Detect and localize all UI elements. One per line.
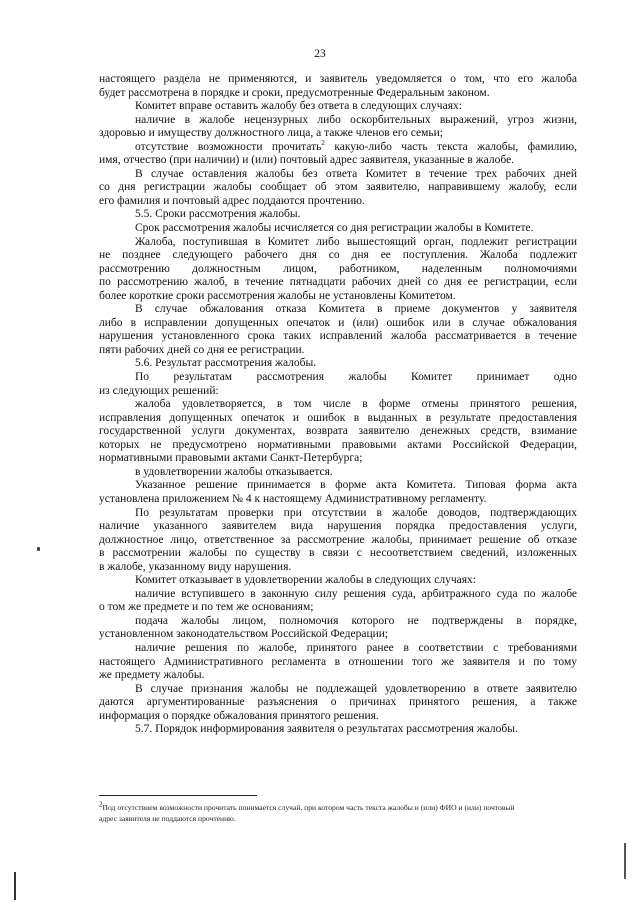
footnote xyxy=(99,802,579,824)
text-line: наличие указанного заявителем вида нарушения порядка предоставления услуги, xyxy=(99,520,577,533)
text-line: информация о порядке обжалования принятого решения. xyxy=(99,709,379,722)
text-line: Жалоба, поступившая в Комитет либо вышестоящий орган, подлежит регистрации xyxy=(135,235,577,248)
text-line: По результатам проверки при отсутствии в жалобе доводов, подтверждающих xyxy=(135,506,577,519)
text-line: же предмету жалобы. xyxy=(99,669,205,682)
text-line: которых не предусмотрено нормативными правовыми актами Российской Федерации, xyxy=(99,438,577,451)
text-line: нормативными правовыми актами Санкт-Петербурга; xyxy=(99,452,363,465)
text-line: Комитет вправе оставить жалобу без ответа в следующих случаях: xyxy=(135,100,462,113)
text-line: в жалобе, указанному виду нарушения. xyxy=(99,560,292,573)
text-line: установленном законодательством Российской Федерации; xyxy=(99,628,389,641)
text-line: по рассмотрению жалоб, в течение пятнадцати рабочих дней со дня ее регистрации, если xyxy=(99,276,577,289)
text-line: 5.5. Сроки рассмотрения жалобы. xyxy=(135,208,301,221)
text-line: в рассмотрении жалобы по существу в связи с несоответствием сведений, изложенных xyxy=(99,547,577,560)
text-line: наличие вступившего в законную силу решения суда, арбитражного суда по жалобе xyxy=(135,587,577,600)
footnote-text: Под отсутствием возможности прочитать понимается случай, при котором часть текста жалобы и (или) ФИО и (или) почтовый xyxy=(102,803,515,812)
text-line: государственной услуги документах, возврата заявителю денежных средств, взимание xyxy=(99,425,577,438)
text-line: Указанное решение принимается в форме акта Комитета. Типовая форма акта xyxy=(135,479,577,492)
text-line: пяти рабочих дней со дня ее регистрации. xyxy=(99,343,305,356)
text-line: наличие в жалобе нецензурных либо оскорбительных выражений, угроз жизни, xyxy=(135,113,577,126)
text-line: настоящего Административного регламента в отношении того же заявителя и по тому xyxy=(99,655,577,668)
text-line: рассмотрению должностным лицом, работником, наделенным полномочиями xyxy=(99,262,577,275)
text-line: более короткие сроки рассмотрения жалобы не установлены Комитетом. xyxy=(99,289,456,302)
text-line: жалоба удовлетворяется, в том числе в форме отмены принятого решения, xyxy=(135,398,577,411)
footnote-divider xyxy=(99,795,257,796)
text-segment: отсутствие возможности прочитать xyxy=(135,140,322,153)
text-line: либо в исправлении допущенных опечаток и (или) ошибок или в случае обжалования xyxy=(99,316,577,329)
text-segment: какую-либо часть текста жалобы, фамилию, xyxy=(324,140,577,153)
text-line: со дня регистрации жалобы сообщает об этом заявителю, направившему жалобу, если xyxy=(99,181,577,194)
footnote-line: адрес заявителя не поддаются прочтению. xyxy=(99,814,236,823)
text-line: Комитет отказывает в удовлетворении жалобы в следующих случаях: xyxy=(135,574,476,587)
text-line: 5.6. Результат рассмотрения жалобы. xyxy=(135,357,317,370)
text-line: В случае оставления жалобы без ответа Комитет в течение трех рабочих дней xyxy=(135,167,577,180)
text-line: имя, отчество (при наличии) и (или) почтовый адрес заявителя, указанные в жалобе. xyxy=(99,154,515,167)
text-line: о том же предмете и по тем же основаниям; xyxy=(99,601,314,614)
text-line: нарушения установленного срока таких исправлений жалоба рассматривается в течение xyxy=(99,330,577,343)
text-line: не позднее следующего рабочего дня со дня ее поступления. Жалоба подлежит xyxy=(99,249,577,262)
text-line: из следующих решений: xyxy=(99,384,219,397)
footnote-reference: 2 xyxy=(321,138,325,147)
text-line: 5.7. Порядок информирования заявителя о результатах рассмотрения жалобы. xyxy=(135,723,518,736)
text-line: будет рассмотрена в порядке и сроки, предусмотренные Федеральным законом. xyxy=(99,86,490,99)
text-line: настоящего раздела не применяются, и заявитель уведомляется о том, что его жалоба xyxy=(99,73,577,85)
footnote-line xyxy=(99,802,579,813)
scan-speck xyxy=(37,547,40,551)
scan-edge-mark xyxy=(624,843,626,879)
text-line xyxy=(99,138,577,155)
text-line: в удовлетворении жалобы отказывается. xyxy=(135,465,333,478)
text-line: Срок рассмотрения жалобы исчисляется со дня регистрации жалобы в Комитете. xyxy=(135,222,534,235)
text-line: должностное лицо, ответственное за рассмотрение жалобы, принимает решение об отказе xyxy=(99,533,577,546)
text-line: исправления допущенных опечаток и ошибок в выданных в результате предоставления xyxy=(99,411,577,424)
footnote-mark: 2 xyxy=(99,800,103,809)
text-line: установлена приложением № 4 к настоящему Административному регламенту. xyxy=(99,492,487,505)
text-line: По результатам рассмотрения жалобы Комитет принимает одно xyxy=(135,371,577,384)
text-line: В случае признания жалобы не подлежащей удовлетворению в ответе заявителю xyxy=(135,682,577,695)
text-line: В случае обжалования отказа Комитета в приеме документов у заявителя xyxy=(135,303,577,316)
body-text xyxy=(99,73,577,737)
text-line: даются аргументированные разъяснения о причинах принятого решения, а также xyxy=(99,696,577,709)
scan-edge-mark xyxy=(14,872,16,900)
page-number: 23 xyxy=(314,48,326,60)
text-line: его фамилия и почтовый адрес поддаются прочтению. xyxy=(99,194,365,207)
text-line: здоровью и имуществу должностного лица, а также членов его семьи; xyxy=(99,127,443,140)
text-line: подача жалобы лицом, полномочия которого не подтверждены в порядке, xyxy=(135,614,577,627)
text-line: наличие решения по жалобе, принятого ранее в соответствии с требованиями xyxy=(135,641,577,654)
